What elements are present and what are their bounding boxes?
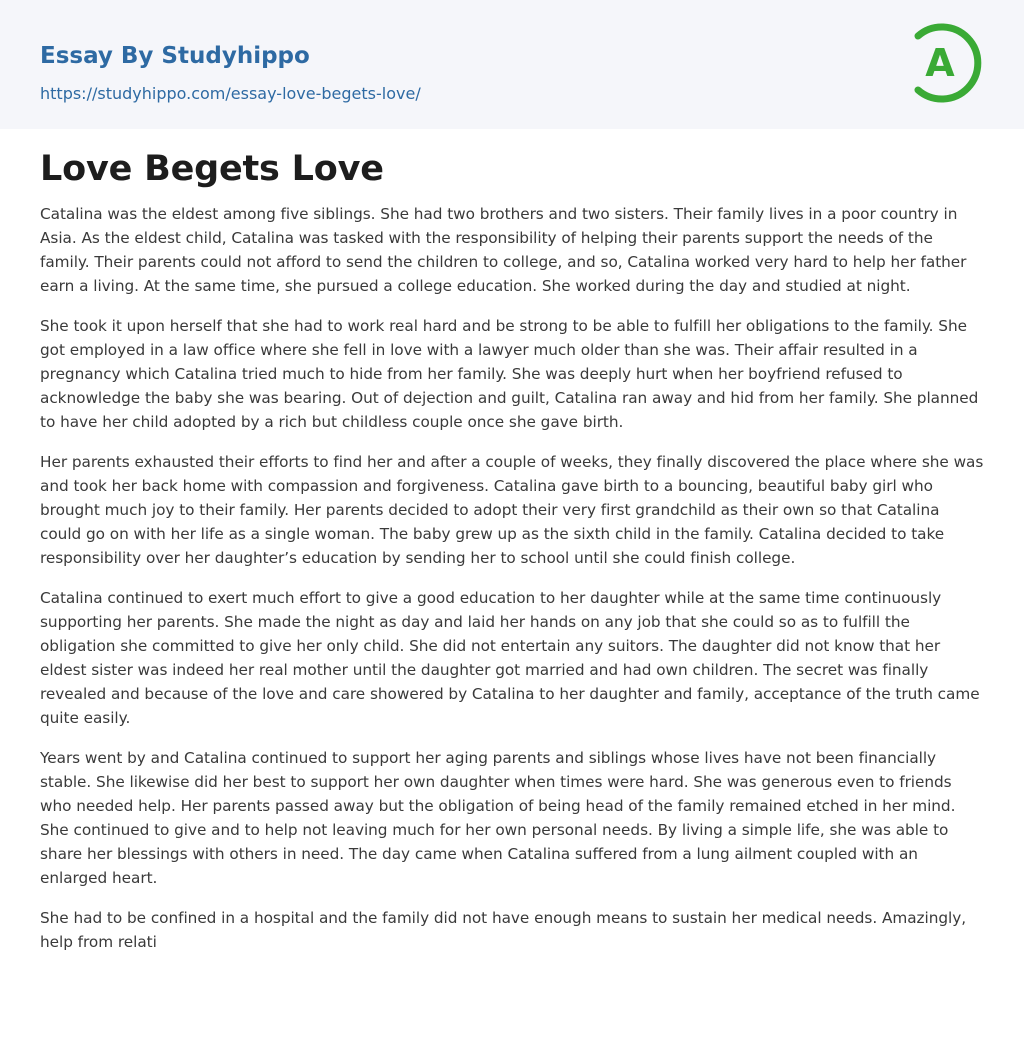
essay-title: Love Begets Love	[40, 149, 384, 189]
essay-paragraph-5: Years went by and Catalina continued to support her aging parents and siblings whose lives have not been financially stable. She likewise did her best to support her own daughter when times were hard. She was generous even to friends who needed help. Her parents passed away but the obligation of being head of the family remained etched in her mind. She continued to give and to help not leaving much for her own personal needs. By living a simple life, she was able to share her blessings with others in need. The day came when Catalina suffered from a lung ailment coupled with an enlarged heart.	[40, 749, 956, 887]
site-header	[0, 0, 1024, 129]
logo-letter: A	[925, 41, 955, 85]
brand-title[interactable]: Essay By Studyhippo	[40, 43, 310, 69]
essay-paragraph-1: Catalina was the eldest among five siblings. She had two brothers and two sisters. Their family lives in a poor country in Asia. As the eldest child, Catalina was tasked with the responsibility of helping their parents support the needs of the family. Their parents could not afford to send the children to college, and so, Catalina worked very hard to help her father earn a living. At the same time, she pursued a college education. She worked during the day and studied at night.	[40, 205, 967, 295]
essay-paragraph-2: She took it upon herself that she had to work real hard and be strong to be able to fulfill her obligations to the family. She got employed in a law office where she fell in love with a lawyer much older than she was. Their affair resulted in a pregnancy which Catalina tried much to hide from her family. She was deeply hurt when her boyfriend refused to acknowledge the baby she was bearing. Out of dejection and guilt, Catalina ran away and hid from her family. She planned to have her child adopted by a rich but childless couple once she gave birth.	[40, 317, 979, 431]
essay-paragraph-4: Catalina continued to exert much effort to give a good education to her daughter while at the same time continuously supporting her parents. She made the night as day and laid her hands on any job that she could so as to fulfill the obligation she committed to give her only child. She did not entertain any suitors. The daughter did not know that her eldest sister was indeed her real mother until the daughter got married and had own children. The secret was finally revealed and because of the love and care showered by Catalina to her daughter and family, acceptance of the truth came quite easily.	[40, 589, 980, 727]
essay-content	[0, 149, 1024, 954]
logo-icon[interactable]	[912, 20, 986, 106]
essay-paragraph-6: She had to be confined in a hospital and the family did not have enough means to sustain her medical needs. Amazingly, help from relati	[40, 909, 967, 951]
essay-url-link[interactable]: https://studyhippo.com/essay-love-begets-love/	[40, 84, 421, 103]
essay-paragraph-3: Her parents exhausted their efforts to find her and after a couple of weeks, they finally discovered the place where she was and took her back home with compassion and forgiveness. Catalina gave birth to a bouncing, beautiful baby girl who brought much joy to their family. Her parents decided to adopt their very first grandchild as their own so that Catalina could go on with her life as a single woman. The baby grew up as the sixth child in the family. Catalina decided to take responsibility over her daughter’s education by sending her to school until she could finish college.	[40, 453, 984, 567]
